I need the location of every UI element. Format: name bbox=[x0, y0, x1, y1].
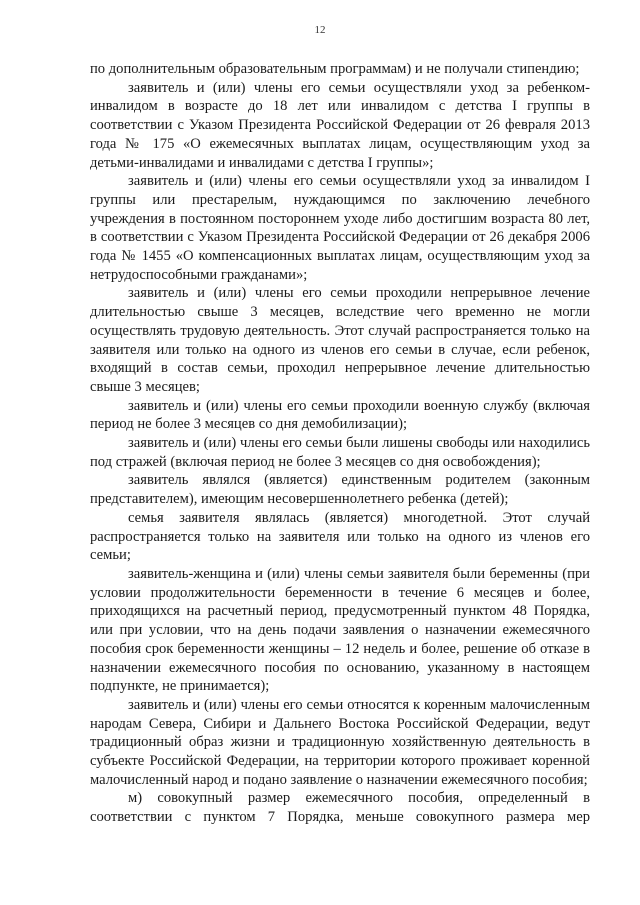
paragraph-continuation: по дополнительным образовательным программам) и не получали стипендию; bbox=[90, 61, 580, 77]
paragraph-single-parent: заявитель являлся (является) единственным родителем (законным представителем), имеющим несовершеннолетнего ребенка (детей); bbox=[90, 472, 590, 508]
paragraph-military-service: заявитель и (или) члены его семьи проходили военную службу (включая период не более 3 месяцев со дня демобилизации); bbox=[90, 397, 590, 433]
page-number: 12 bbox=[314, 24, 326, 36]
paragraph-disabled-child-care: заявитель и (или) члены его семьи осуществляли уход за ребенком-инвалидом в возрасте до 18 лет или инвалидом с детства I группы в соответствии с Указом Президента Российской Федерации от 26 февраля 2013 года № 175 «О ежемесячных выплатах лицам, осуществляющим уход за детьми-инвалидами и инвалидами с детства I группы»; bbox=[90, 79, 590, 171]
paragraph-pregnancy: заявитель-женщина и (или) члены семьи заявителя были беременны (при условии продолжительности беременности в течение 6 месяцев и более, приходящихся на расчетный период, предусмотренный пунктом 48 Порядка, или при условии, что на день подачи заявления о назначении ежемесячного пособия срок беременности женщины – 12 недель и более, решение об отказе в назначении ежемесячного пособия по основанию, указанному в настоящем подпункте, не принимается); bbox=[90, 565, 590, 695]
paragraph-disabled-adult-care: заявитель и (или) члены его семьи осуществляли уход за инвалидом I группы или престарелым, нуждающимся по заключению лечебного учреждения в постоянном постороннем уходе либо достигшим возраста 80 лет, в соответствии с Указом Президента Российской Федерации от 26 декабря 2006 года № 1455 «О компенсационных выплатах лицам, осуществляющим уход за нетрудоспособными гражданами»; bbox=[90, 173, 590, 283]
paragraph-subitem-m: м) совокупный размер ежемесячного пособия, определенный в соответствии с пунктом 7 Порядка, меньше совокупного размера мер bbox=[90, 790, 590, 826]
paragraph-indigenous-peoples: заявитель и (или) члены его семьи относятся к коренным малочисленным народам Севера, Сибири и Дальнего Востока Российской Федерации, ведут традиционный образ жизни и традиционную хозяйственную деятельность в субъекте Российской Федерации, на территории которого проживает коренной малочисленный народ и подано заявление о назначении ежемесячного пособия; bbox=[90, 696, 590, 788]
paragraph-imprisonment: заявитель и (или) члены его семьи были лишены свободы или находились под стражей (включая период не более 3 месяцев со дня освобождения); bbox=[90, 435, 590, 470]
document-body bbox=[90, 60, 590, 827]
paragraph-large-family: семья заявителя являлась (является) многодетной. Этот случай распространяется только на заявителя или только на одного из членов его семьи; bbox=[90, 509, 590, 564]
paragraph-continuous-treatment: заявитель и (или) члены его семьи проходили непрерывное лечение длительностью свыше 3 месяцев, вследствие чего временно не могли осуществлять трудовую деятельность. Этот случай распространяется только на заявителя или только на одного из членов его семьи в случае, если ребенок, входящий в состав семьи, проходил непрерывное лечение длительностью свыше 3 месяцев; bbox=[90, 285, 590, 395]
